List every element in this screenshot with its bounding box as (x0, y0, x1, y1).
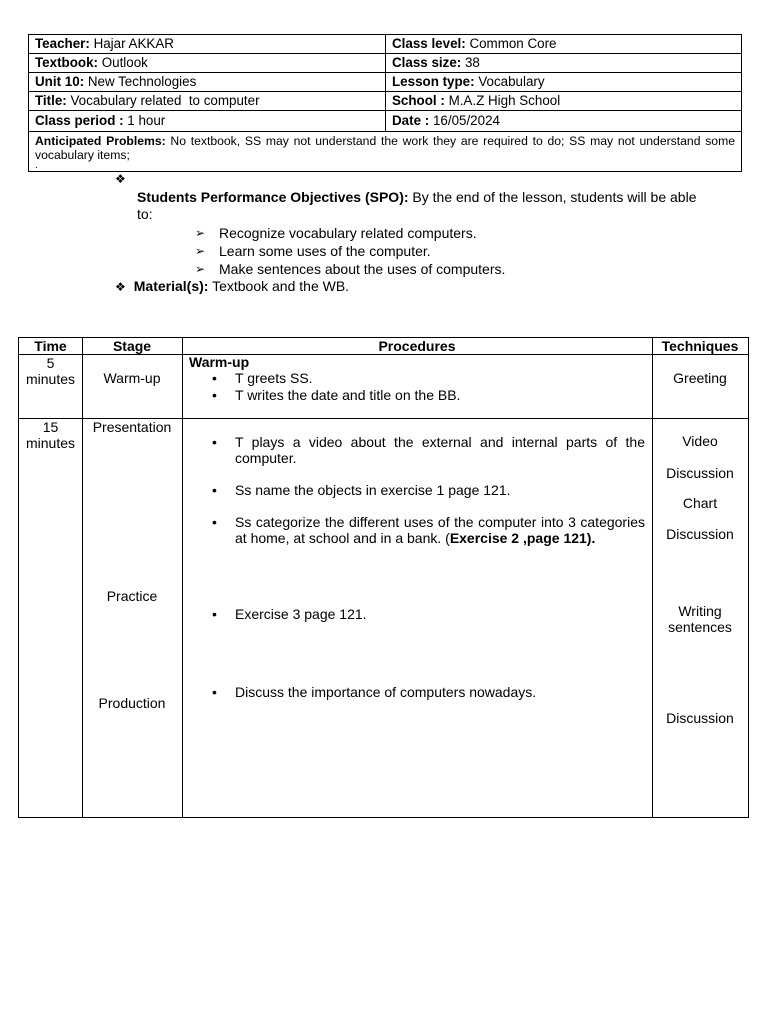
problems-value: No textbook, SS may not understand the work they are required to do; SS may not understand some vocabulary items; (35, 134, 735, 162)
lesson-type-value: Vocabulary (478, 74, 545, 89)
date-label: Date : (392, 113, 430, 128)
technique-discussion: Discussion (666, 526, 734, 542)
stage-production: Production (98, 695, 166, 711)
unit-cell (29, 73, 386, 92)
problems-label: Anticipated Problems: (35, 134, 166, 148)
period-cell (29, 111, 386, 132)
class-size-cell (386, 54, 742, 73)
row2-proc-item: T plays a video about the external and internal parts of the computer. (235, 434, 645, 466)
spo-label: Students Performance Objectives (SPO): (137, 189, 409, 205)
bullet-icon: • (212, 684, 217, 700)
material-value: Textbook and the WB. (212, 278, 350, 294)
lesson-type-cell (386, 73, 742, 92)
material-label: Material(s): (133, 278, 209, 294)
diamond-bullet-icon: ❖ (115, 280, 126, 294)
list-item (195, 260, 505, 278)
list-item (212, 482, 645, 498)
teacher-label: Teacher: (35, 36, 90, 51)
bullet-icon: • (212, 387, 217, 403)
bullet-icon: • (212, 482, 217, 498)
title-label: Title: (35, 93, 67, 108)
technique-discussion: Discussion (666, 710, 734, 726)
list-item (212, 514, 645, 546)
column-divider (182, 338, 183, 817)
date-value: 16/05/2024 (432, 113, 500, 128)
list-item (212, 387, 461, 403)
column-divider (652, 338, 653, 817)
list-item (195, 242, 505, 260)
spo-text: By the end of the lesson, students will be able to: (137, 189, 697, 222)
title-value: Vocabulary related to computer (70, 93, 260, 108)
list-item (212, 370, 313, 386)
technique-chart: Chart (682, 495, 718, 511)
spo-item-text: Recognize vocabulary related computers. (219, 225, 477, 241)
row2-time: 15 minutes (25, 419, 76, 451)
textbook-value: Outlook (101, 55, 148, 70)
row1-proc-item: T greets SS. (235, 370, 313, 386)
row2-proc-item: Exercise 3 page 121. (235, 606, 367, 622)
spo-item-text: Learn some uses of the computer. (219, 243, 431, 259)
textbook-cell (29, 54, 386, 73)
row2-proc-item: Ss categorize the different uses of the computer into 3 categories at home, at school and in a bank. ( (235, 514, 645, 546)
class-level-cell (386, 35, 742, 54)
row1-proc-title: Warm-up (189, 354, 250, 370)
unit-label: Unit 10: (35, 74, 85, 89)
list-item (212, 684, 645, 700)
row2-proc-item: Ss name the objects in exercise 1 page 121. (235, 482, 511, 498)
row1-time: 5 minutes (25, 355, 76, 387)
school-label: School : (392, 93, 445, 108)
bullet-icon: • (212, 514, 217, 530)
unit-value: New Technologies (87, 74, 197, 89)
spo-list (195, 224, 505, 278)
header-stage: Stage (112, 338, 152, 354)
stage-practice: Practice (106, 588, 158, 604)
arrow-bullet-icon: ➢ (195, 244, 206, 258)
spo-paragraph (137, 189, 697, 223)
row1-technique: Greeting (673, 370, 727, 386)
period-label: Class period : (35, 113, 124, 128)
row-divider (19, 354, 748, 355)
bullet-icon: • (212, 434, 217, 450)
class-size-label: Class size: (392, 55, 462, 70)
column-divider (82, 338, 83, 817)
technique-video: Video (682, 433, 718, 449)
exercise-reference: Exercise 2 ,page 121). (449, 530, 596, 546)
school-cell (386, 92, 742, 111)
list-item (212, 434, 645, 466)
class-level-value: Common Core (469, 36, 557, 51)
anticipated-problems-cell (29, 132, 742, 172)
technique-writing-sentences: Writing sentences (668, 603, 732, 635)
lesson-info-table (28, 34, 742, 172)
row2-proc-item: Discuss the importance of computers nowadays. (235, 684, 537, 700)
header-techniques: Techniques (661, 338, 739, 354)
spo-item-text: Make sentences about the uses of computers. (219, 261, 506, 277)
school-value: M.A.Z High School (448, 93, 561, 108)
teacher-cell (29, 35, 386, 54)
technique-discussion: Discussion (666, 465, 734, 481)
textbook-label: Textbook: (35, 55, 98, 70)
list-item (195, 224, 505, 242)
procedure-table (18, 337, 749, 818)
list-item (212, 606, 645, 622)
period-value: 1 hour (127, 113, 166, 128)
arrow-bullet-icon: ➢ (195, 262, 206, 276)
class-size-value: 38 (464, 55, 480, 70)
teacher-value: Hajar AKKAR (93, 36, 174, 51)
date-cell (386, 111, 742, 132)
bullet-icon: • (212, 606, 217, 622)
bullet-icon: • (212, 370, 217, 386)
problems-dot: . (35, 160, 38, 171)
header-procedures: Procedures (378, 338, 456, 354)
stage-presentation: Presentation (92, 419, 172, 435)
row1-stage: Warm-up (103, 370, 161, 386)
materials-line (115, 277, 349, 296)
diamond-bullet-icon: ❖ (115, 172, 126, 186)
header-time: Time (34, 338, 67, 354)
class-level-label: Class level: (392, 36, 466, 51)
row1-proc-item: T writes the date and title on the BB. (235, 387, 461, 403)
title-cell (29, 92, 386, 111)
arrow-bullet-icon: ➢ (195, 226, 206, 240)
lesson-type-label: Lesson type: (392, 74, 475, 89)
